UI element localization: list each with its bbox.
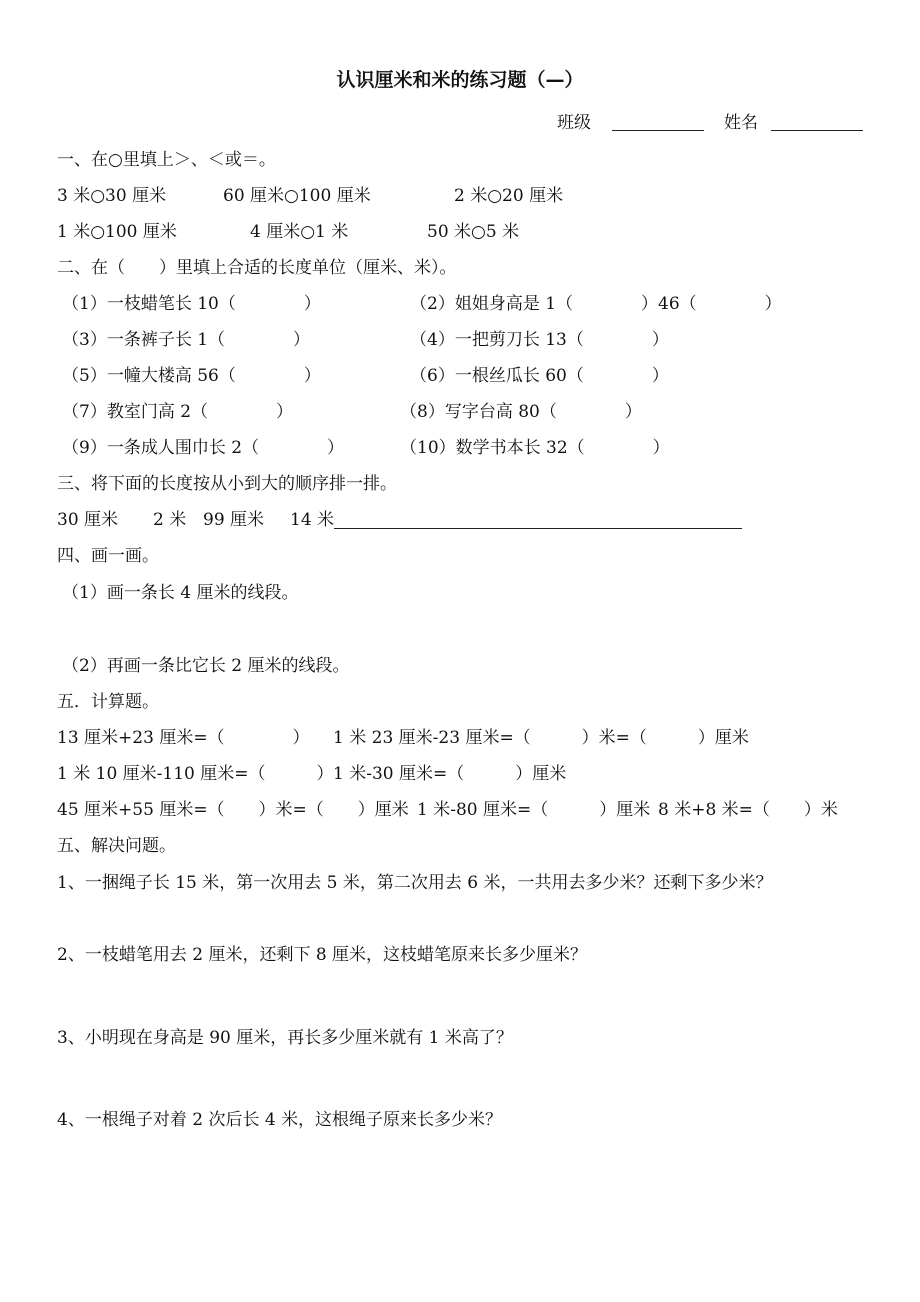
fill-item: （6）一根丝瓜长 60（ ）	[410, 366, 669, 386]
compare-item: 2 米○20 厘米	[454, 186, 564, 206]
calc-item: 13 厘米+23 厘米=（ ）	[57, 728, 310, 748]
length-value: 2 米	[153, 510, 187, 530]
fill-item: （1）一枝蜡笔长 10（ ）	[62, 294, 321, 314]
section2-heading: 二、在（ ）里填上合适的长度单位（厘米、米）。	[57, 258, 457, 278]
calc-item: 1 米 10 厘米-110 厘米=（ ）	[57, 764, 334, 784]
section6-heading: 五、解决问题。	[57, 836, 176, 856]
name-blank[interactable]	[771, 130, 863, 131]
page-title: 认识厘米和米的练习题（—）	[336, 69, 584, 91]
compare-item: 4 厘米○1 米	[250, 222, 349, 242]
class-blank[interactable]	[612, 130, 704, 131]
draw-question-1: （1）画一条长 4 厘米的线段。	[62, 583, 299, 603]
order-answer-line[interactable]	[334, 528, 742, 529]
length-value: 14 米	[290, 510, 335, 530]
fill-item: （3）一条裤子长 1（ ）	[62, 330, 311, 350]
compare-item: 60 厘米○100 厘米	[223, 186, 371, 206]
calc-item: 8 米+8 米=（ ）米	[658, 800, 838, 820]
draw-question-2: （2）再画一条比它长 2 厘米的线段。	[62, 656, 350, 676]
section4-heading: 四、画一画。	[57, 546, 159, 566]
calc-item: 1 米 23 厘米-23 厘米=（ ）米=（ ）厘米	[333, 728, 749, 748]
section3-heading: 三、将下面的长度按从小到大的顺序排一排。	[57, 474, 397, 494]
fill-item: （9）一条成人围巾长 2（ ）	[62, 438, 345, 458]
class-label: 班级	[557, 113, 591, 133]
word-problem-4: 4、一根绳子对着 2 次后长 4 米，这根绳子原来长多少米？	[57, 1110, 503, 1130]
word-problem-2: 2、一枝蜡笔用去 2 厘米，还剩下 8 厘米，这枝蜡笔原来长多少厘米？	[57, 945, 588, 965]
calc-item: 45 厘米+55 厘米=（ ）米=（ ）厘米	[57, 800, 409, 820]
word-problem-3: 3、小明现在身高是 90 厘米，再长多少厘米就有 1 米高了？	[57, 1028, 513, 1048]
calc-item: 1 米-80 厘米=（ ）厘米	[417, 800, 651, 820]
fill-item: （4）一把剪刀长 13（ ）	[410, 330, 669, 350]
fill-item: （10）数学书本长 32（ ）	[400, 438, 670, 458]
length-value: 30 厘米	[57, 510, 119, 530]
word-problem-1: 1、一捆绳子长 15 米，第一次用去 5 米，第二次用去 6 米，一共用去多少米？还剩下多少米？	[57, 873, 773, 893]
compare-item: 50 米○5 米	[427, 222, 520, 242]
section1-heading: 一、在○里填上＞、＜或＝。	[57, 150, 276, 170]
length-value: 99 厘米	[203, 510, 265, 530]
section5-heading: 五．计算题。	[57, 692, 159, 712]
fill-item: （8）写字台高 80（ ）	[400, 402, 642, 422]
fill-item: （5）一幢大楼高 56（ ）	[62, 366, 321, 386]
compare-item: 3 米○30 厘米	[57, 186, 167, 206]
fill-item: （2）姐姐身高是 1（ ）46（ ）	[410, 294, 782, 314]
name-label: 姓名	[724, 113, 758, 133]
compare-item: 1 米○100 厘米	[57, 222, 177, 242]
fill-item: （7）教室门高 2（ ）	[62, 402, 294, 422]
calc-item: 1 米-30 厘米=（ ）厘米	[333, 764, 567, 784]
